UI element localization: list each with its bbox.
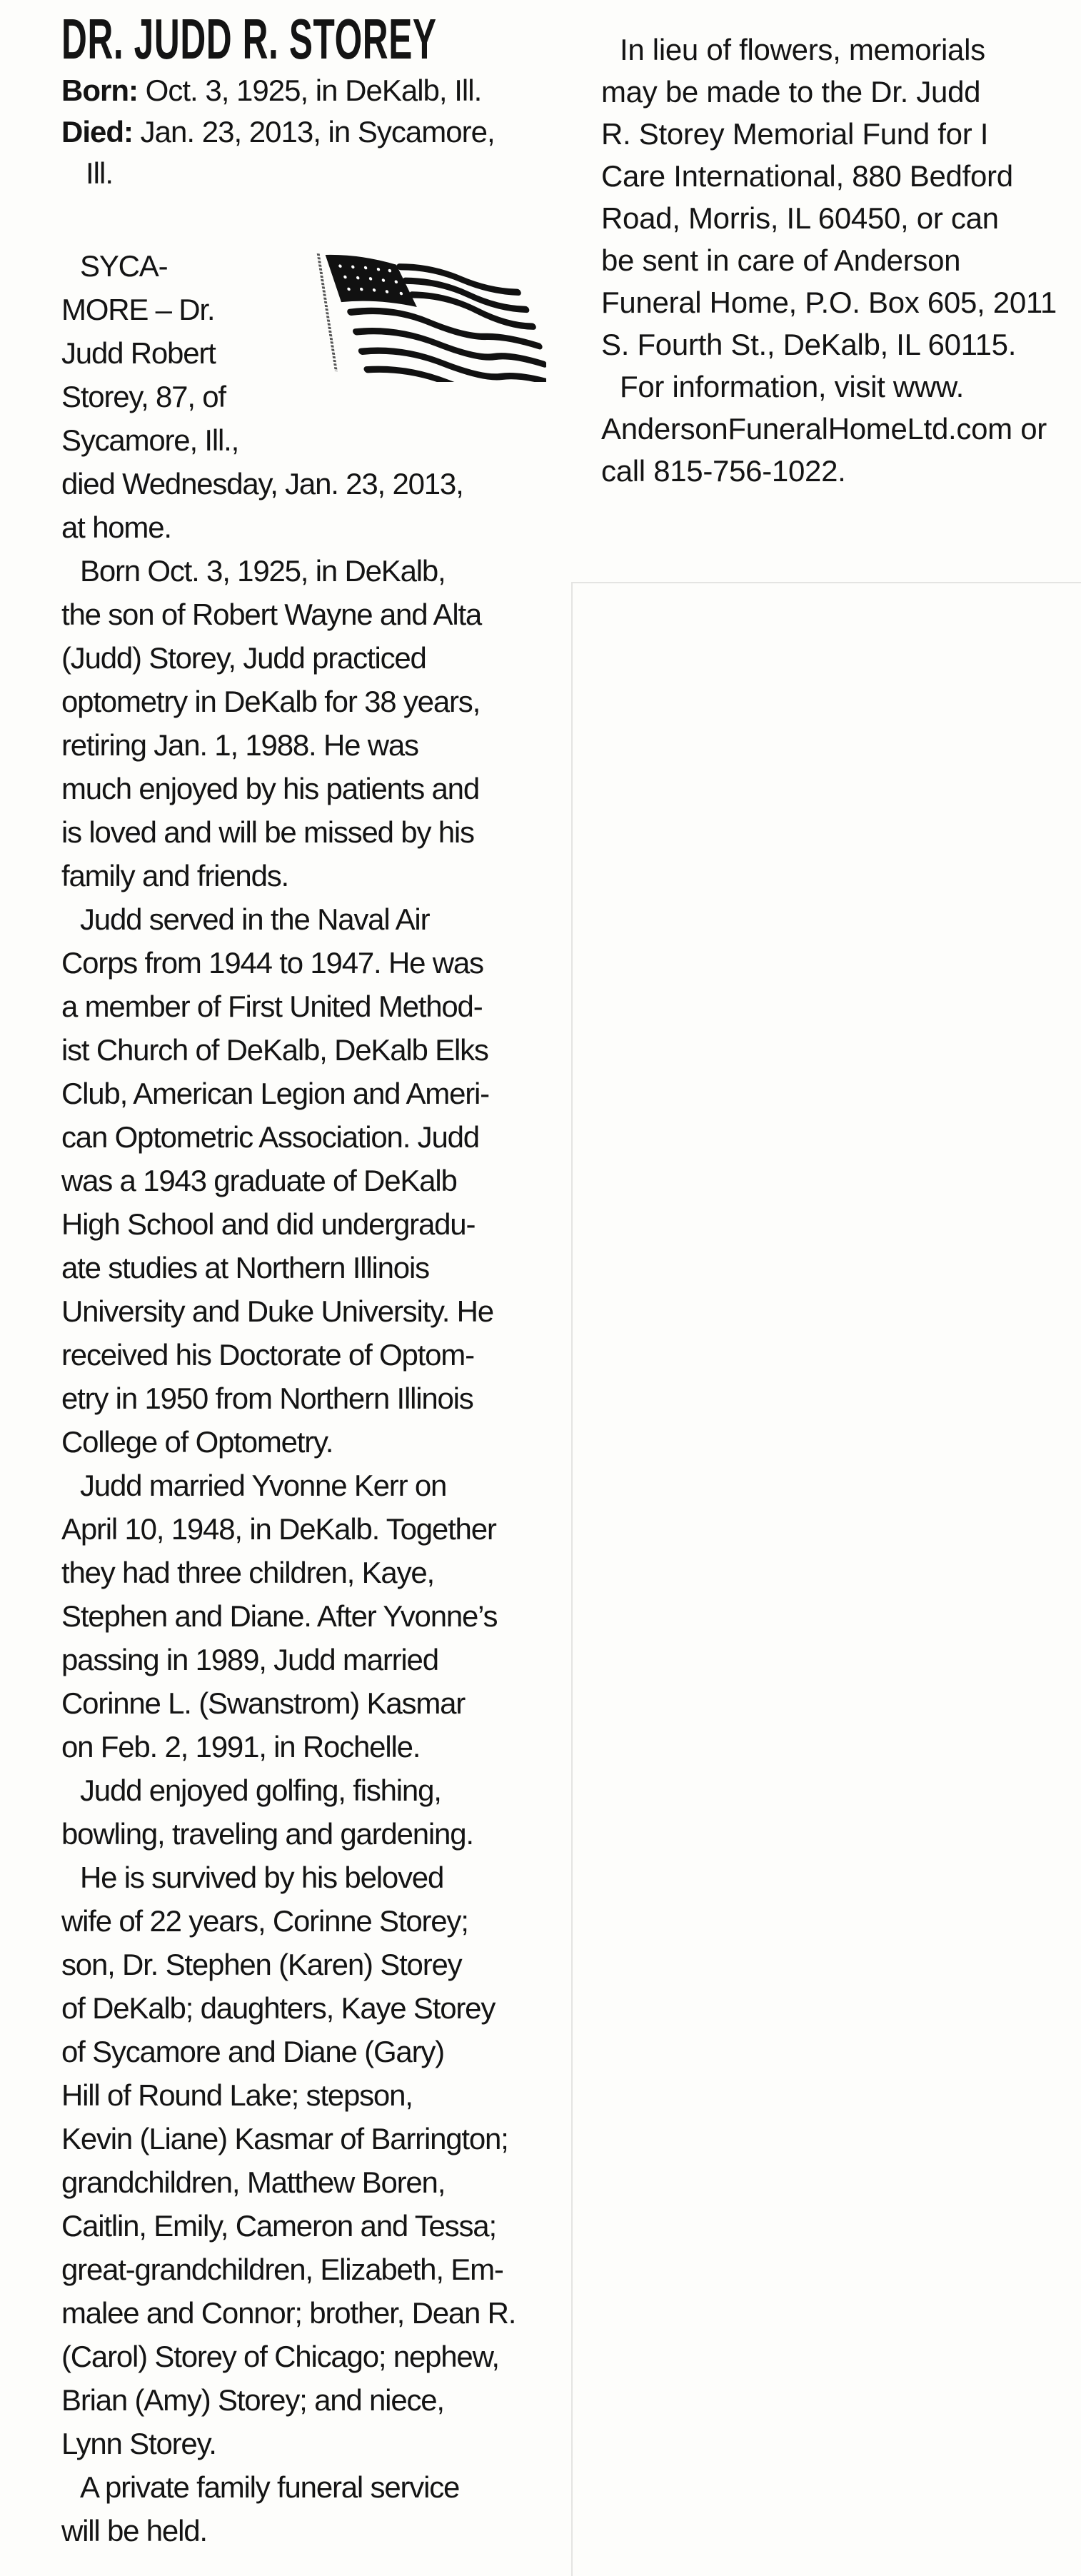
- body-text-line: passing in 1989, Judd married: [61, 1643, 438, 1676]
- body-text-line: MORE – Dr.: [61, 293, 215, 326]
- body-text-line: SYCA-: [80, 249, 168, 283]
- body-text-line: College of Optometry.: [61, 1425, 333, 1459]
- body-text-line: of DeKalb; daughters, Kaye Storey: [61, 1991, 496, 2025]
- column-divider: [571, 582, 573, 2576]
- body-text-line: He is survived by his beloved: [80, 1861, 444, 1894]
- body-text-line: Judd Robert: [61, 336, 216, 370]
- body-text-line: grandchildren, Matthew Boren,: [61, 2165, 446, 2199]
- body-text-line: (Judd) Storey, Judd practiced: [61, 641, 426, 675]
- body-text-line: Caitlin, Emily, Cameron and Tessa;: [61, 2209, 496, 2243]
- body-text-line: April 10, 1948, in DeKalb. Together: [61, 1512, 496, 1546]
- body-text-line: A private family funeral service: [80, 2470, 460, 2504]
- body-text-line: son, Dr. Stephen (Karen) Storey: [61, 1948, 462, 1981]
- body-text-line: ist Church of DeKalb, DeKalb Elks: [61, 1033, 488, 1067]
- memorial-text-line: In lieu of flowers, memorials: [620, 33, 985, 66]
- memorial-text-line: AndersonFuneralHomeLtd.com or: [601, 412, 1047, 446]
- body-text-line: can Optometric Association. Judd: [61, 1120, 479, 1154]
- body-text-line: malee and Connor; brother, Dean R.: [61, 2296, 516, 2330]
- body-text-line: great-grandchildren, Elizabeth, Em-: [61, 2253, 503, 2286]
- body-text-line: Lynn Storey.: [61, 2427, 216, 2460]
- body-text-line: Judd served in the Naval Air: [80, 902, 430, 936]
- body-text-line: at home.: [61, 510, 171, 544]
- body-text-line: Born Oct. 3, 1925, in DeKalb,: [80, 554, 446, 588]
- born-value: Oct. 3, 1925, in DeKalb, Ill.: [137, 74, 482, 107]
- memorial-text-line: may be made to the Dr. Judd: [601, 75, 981, 109]
- born-line: [61, 70, 495, 111]
- body-text-line: (Carol) Storey of Chicago; nephew,: [61, 2340, 499, 2373]
- body-text-line: Storey, 87, of: [61, 380, 226, 413]
- body-text-line: University and Duke University. He: [61, 1294, 493, 1328]
- died-line: [61, 111, 495, 153]
- memorial-text-line: call 815-756-1022.: [601, 454, 846, 488]
- body-text-line: the son of Robert Wayne and Alta: [61, 598, 482, 631]
- body-text-line: Kevin (Liane) Kasmar of Barrington;: [61, 2122, 508, 2155]
- died-value: Jan. 23, 2013, in Sycamore,: [133, 115, 495, 149]
- body-text-line: a member of First United Method-: [61, 990, 483, 1023]
- memorial-text-line: R. Storey Memorial Fund for I: [601, 117, 989, 151]
- body-text-line: was a 1943 graduate of DeKalb: [61, 1164, 457, 1197]
- memorial-text-line: Care International, 880 Bedford: [601, 159, 1013, 193]
- body-text-line: Judd enjoyed golfing, fishing,: [80, 1773, 441, 1807]
- body-text-line: much enjoyed by his patients and: [61, 772, 479, 805]
- memorial-text-line: For information, visit www.: [620, 370, 965, 403]
- body-text-line: of Sycamore and Diane (Gary): [61, 2035, 444, 2068]
- died-label: Died:: [61, 115, 133, 149]
- body-text-line: wife of 22 years, Corinne Storey;: [61, 1904, 468, 1938]
- memorial-text-line: Road, Morris, IL 60450, or can: [601, 201, 999, 235]
- body-text-line: will be held.: [61, 2514, 207, 2547]
- body-text-line: High School and did undergradu-: [61, 1207, 476, 1241]
- body-text-line: on Feb. 2, 1991, in Rochelle.: [61, 1730, 421, 1764]
- memorial-text-line: S. Fourth St., DeKalb, IL 60115.: [601, 328, 1017, 361]
- vital-dates: [61, 70, 495, 194]
- obituary-name-heading: DR. JUDD R. STOREY: [61, 7, 437, 71]
- body-text-line: Corinne L. (Swanstrom) Kasmar: [61, 1686, 466, 1720]
- body-text-line: Club, American Legion and Ameri-: [61, 1077, 489, 1110]
- body-text-line: Hill of Round Lake; stepson,: [61, 2078, 413, 2112]
- body-text-line: Judd married Yvonne Kerr on: [80, 1469, 447, 1502]
- body-text-line: they had three children, Kaye,: [61, 1556, 435, 1589]
- section-divider: [571, 582, 1081, 583]
- obituary-body: [61, 244, 516, 2552]
- memorial-text-line: Funeral Home, P.O. Box 605, 2011: [601, 286, 1057, 319]
- body-text-line: Brian (Amy) Storey; and niece,: [61, 2383, 444, 2417]
- memorial-text-line: be sent in care of Anderson: [601, 243, 961, 277]
- born-label: Born:: [61, 74, 138, 107]
- body-text-line: bowling, traveling and gardening.: [61, 1817, 473, 1851]
- body-text-line: is loved and will be missed by his: [61, 815, 474, 849]
- body-text-line: optometry in DeKalb for 38 years,: [61, 685, 481, 718]
- body-text-line: retiring Jan. 1, 1988. He was: [61, 728, 418, 762]
- body-text-line: died Wednesday, Jan. 23, 2013,: [61, 467, 463, 500]
- memorial-info: [601, 29, 1057, 492]
- body-text-line: etry in 1950 from Northern Illinois: [61, 1382, 473, 1415]
- body-text-line: Stephen and Diane. After Yvonne’s: [61, 1599, 498, 1633]
- died-value-continued: Ill.: [86, 156, 113, 190]
- body-text-line: received his Doctorate of Optom-: [61, 1338, 474, 1372]
- body-text-line: Corps from 1944 to 1947. He was: [61, 946, 483, 980]
- body-text-line: Sycamore, Ill.,: [61, 423, 239, 457]
- body-text-line: family and friends.: [61, 859, 289, 892]
- body-text-line: ate studies at Northern Illinois: [61, 1251, 429, 1284]
